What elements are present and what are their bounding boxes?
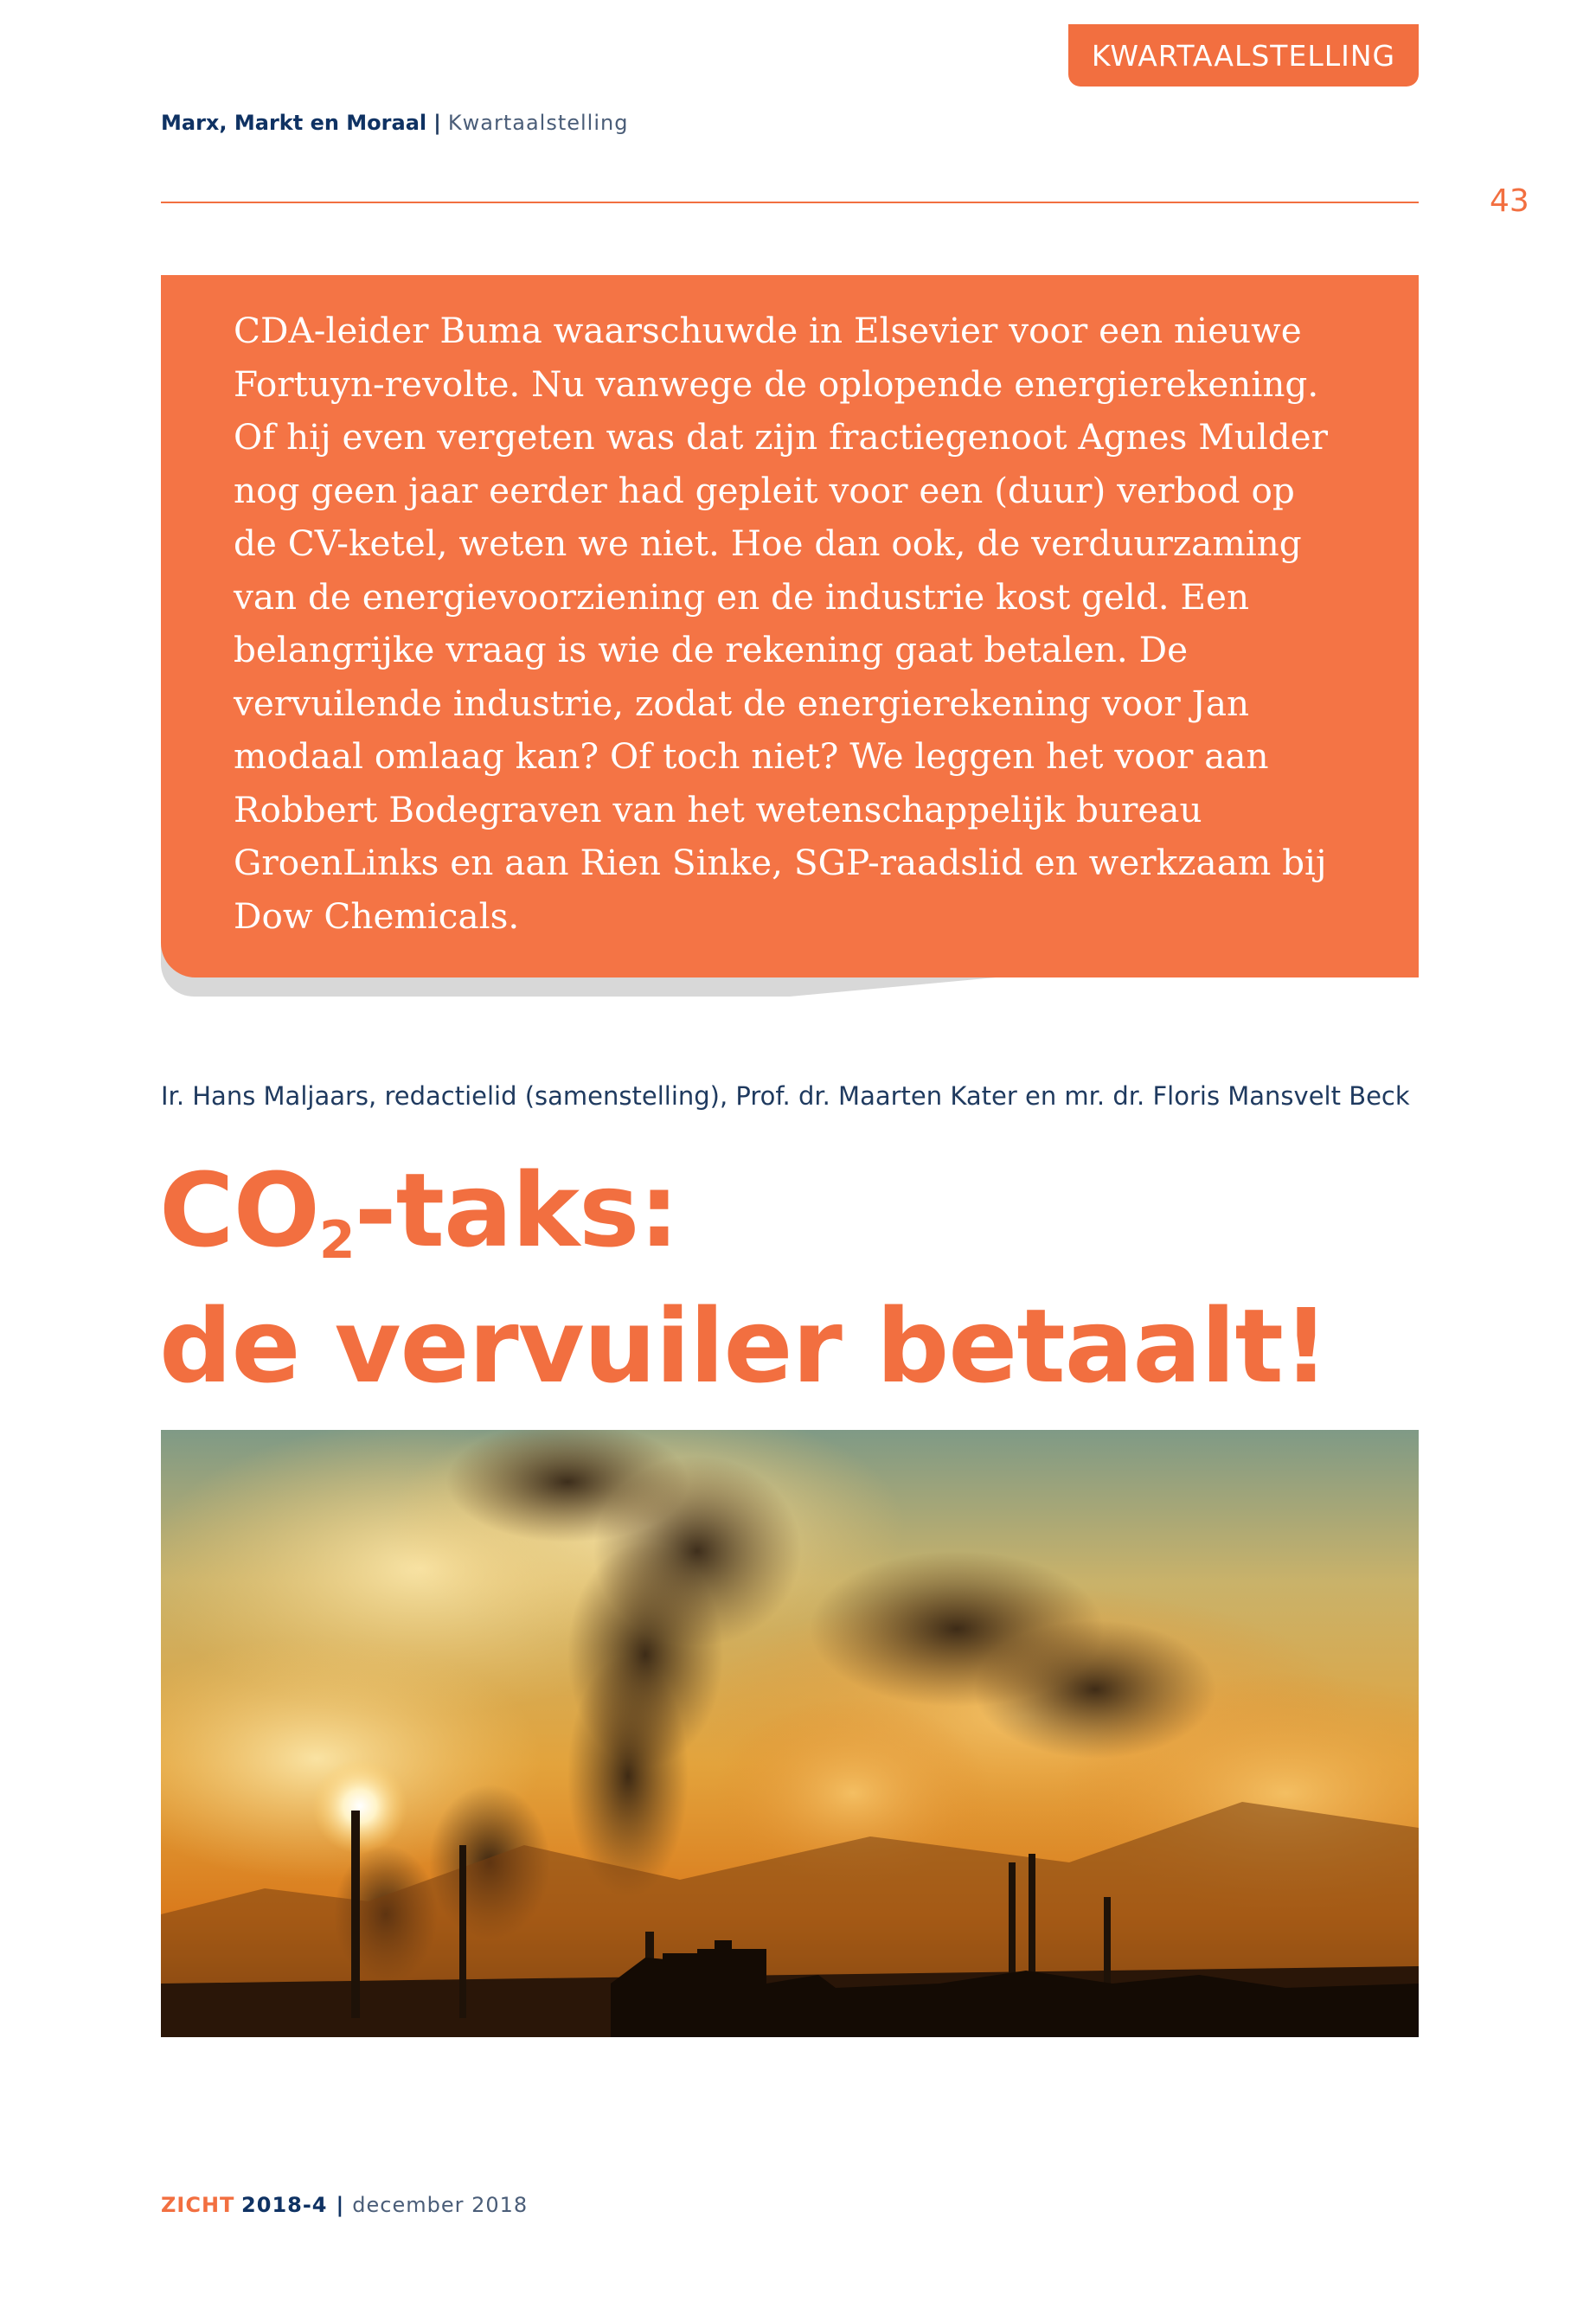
footer-issue: 2018-4 [241,2193,328,2217]
intro-box [161,275,1419,977]
intro-text: CDA-leider Buma waarschuwde in Elsevier voor een nieuwe Fortuyn-revolte. Nu vanwege de oplopende energierekening. Of hij even vergeten was dat zijn fractiegenoot Agnes Mulder nog geen jaar eerder had gepleit voor een (duur) verbod op de CV-ketel, weten we niet. Hoe dan ook, de verduurzaming van de energievoorziening en de industrie kost geld. Een belangrijke vraag is wie de rekening gaat betalen. De vervuilende industrie, zodat de energierekening voor Jan modaal omlaag kan? Of toch niet? We leggen het voor aan Robbert Bodegraven van het wetenschappelijk bureau GroenLinks en aan Rien Sinke, SGP-raadslid en werkzaam bij Dow Chemicals. [234,310,1329,937]
running-head-separator: | [433,111,441,135]
article-headline [159,1150,1329,1406]
photo-illustration [161,1430,1419,2037]
industrial-smoke-photo [161,1430,1419,2037]
headline-co: CO [159,1150,319,1270]
headline-line1 [159,1150,679,1270]
header-rule [161,202,1419,203]
footer-brand: ZICHT [161,2193,235,2217]
running-head-section: Kwartaalstelling [447,111,629,135]
headline-line2: de vervuiler betaalt! [159,1286,1329,1406]
running-head [161,111,628,135]
page-number: 43 [1490,183,1529,219]
footer [161,2193,528,2217]
footer-date: december 2018 [352,2193,529,2217]
headline-taks: -taks: [354,1150,679,1270]
running-head-series: Marx, Markt en Moraal [161,111,427,135]
section-tab: KWARTAALSTELLING [1068,24,1419,87]
byline: Ir. Hans Maljaars, redactielid (samenstelling), Prof. dr. Maarten Kater en mr. dr. Floris Mansvelt Beck [161,1081,1410,1111]
headline-subscript: 2 [318,1210,355,1271]
footer-separator: | [336,2193,344,2217]
